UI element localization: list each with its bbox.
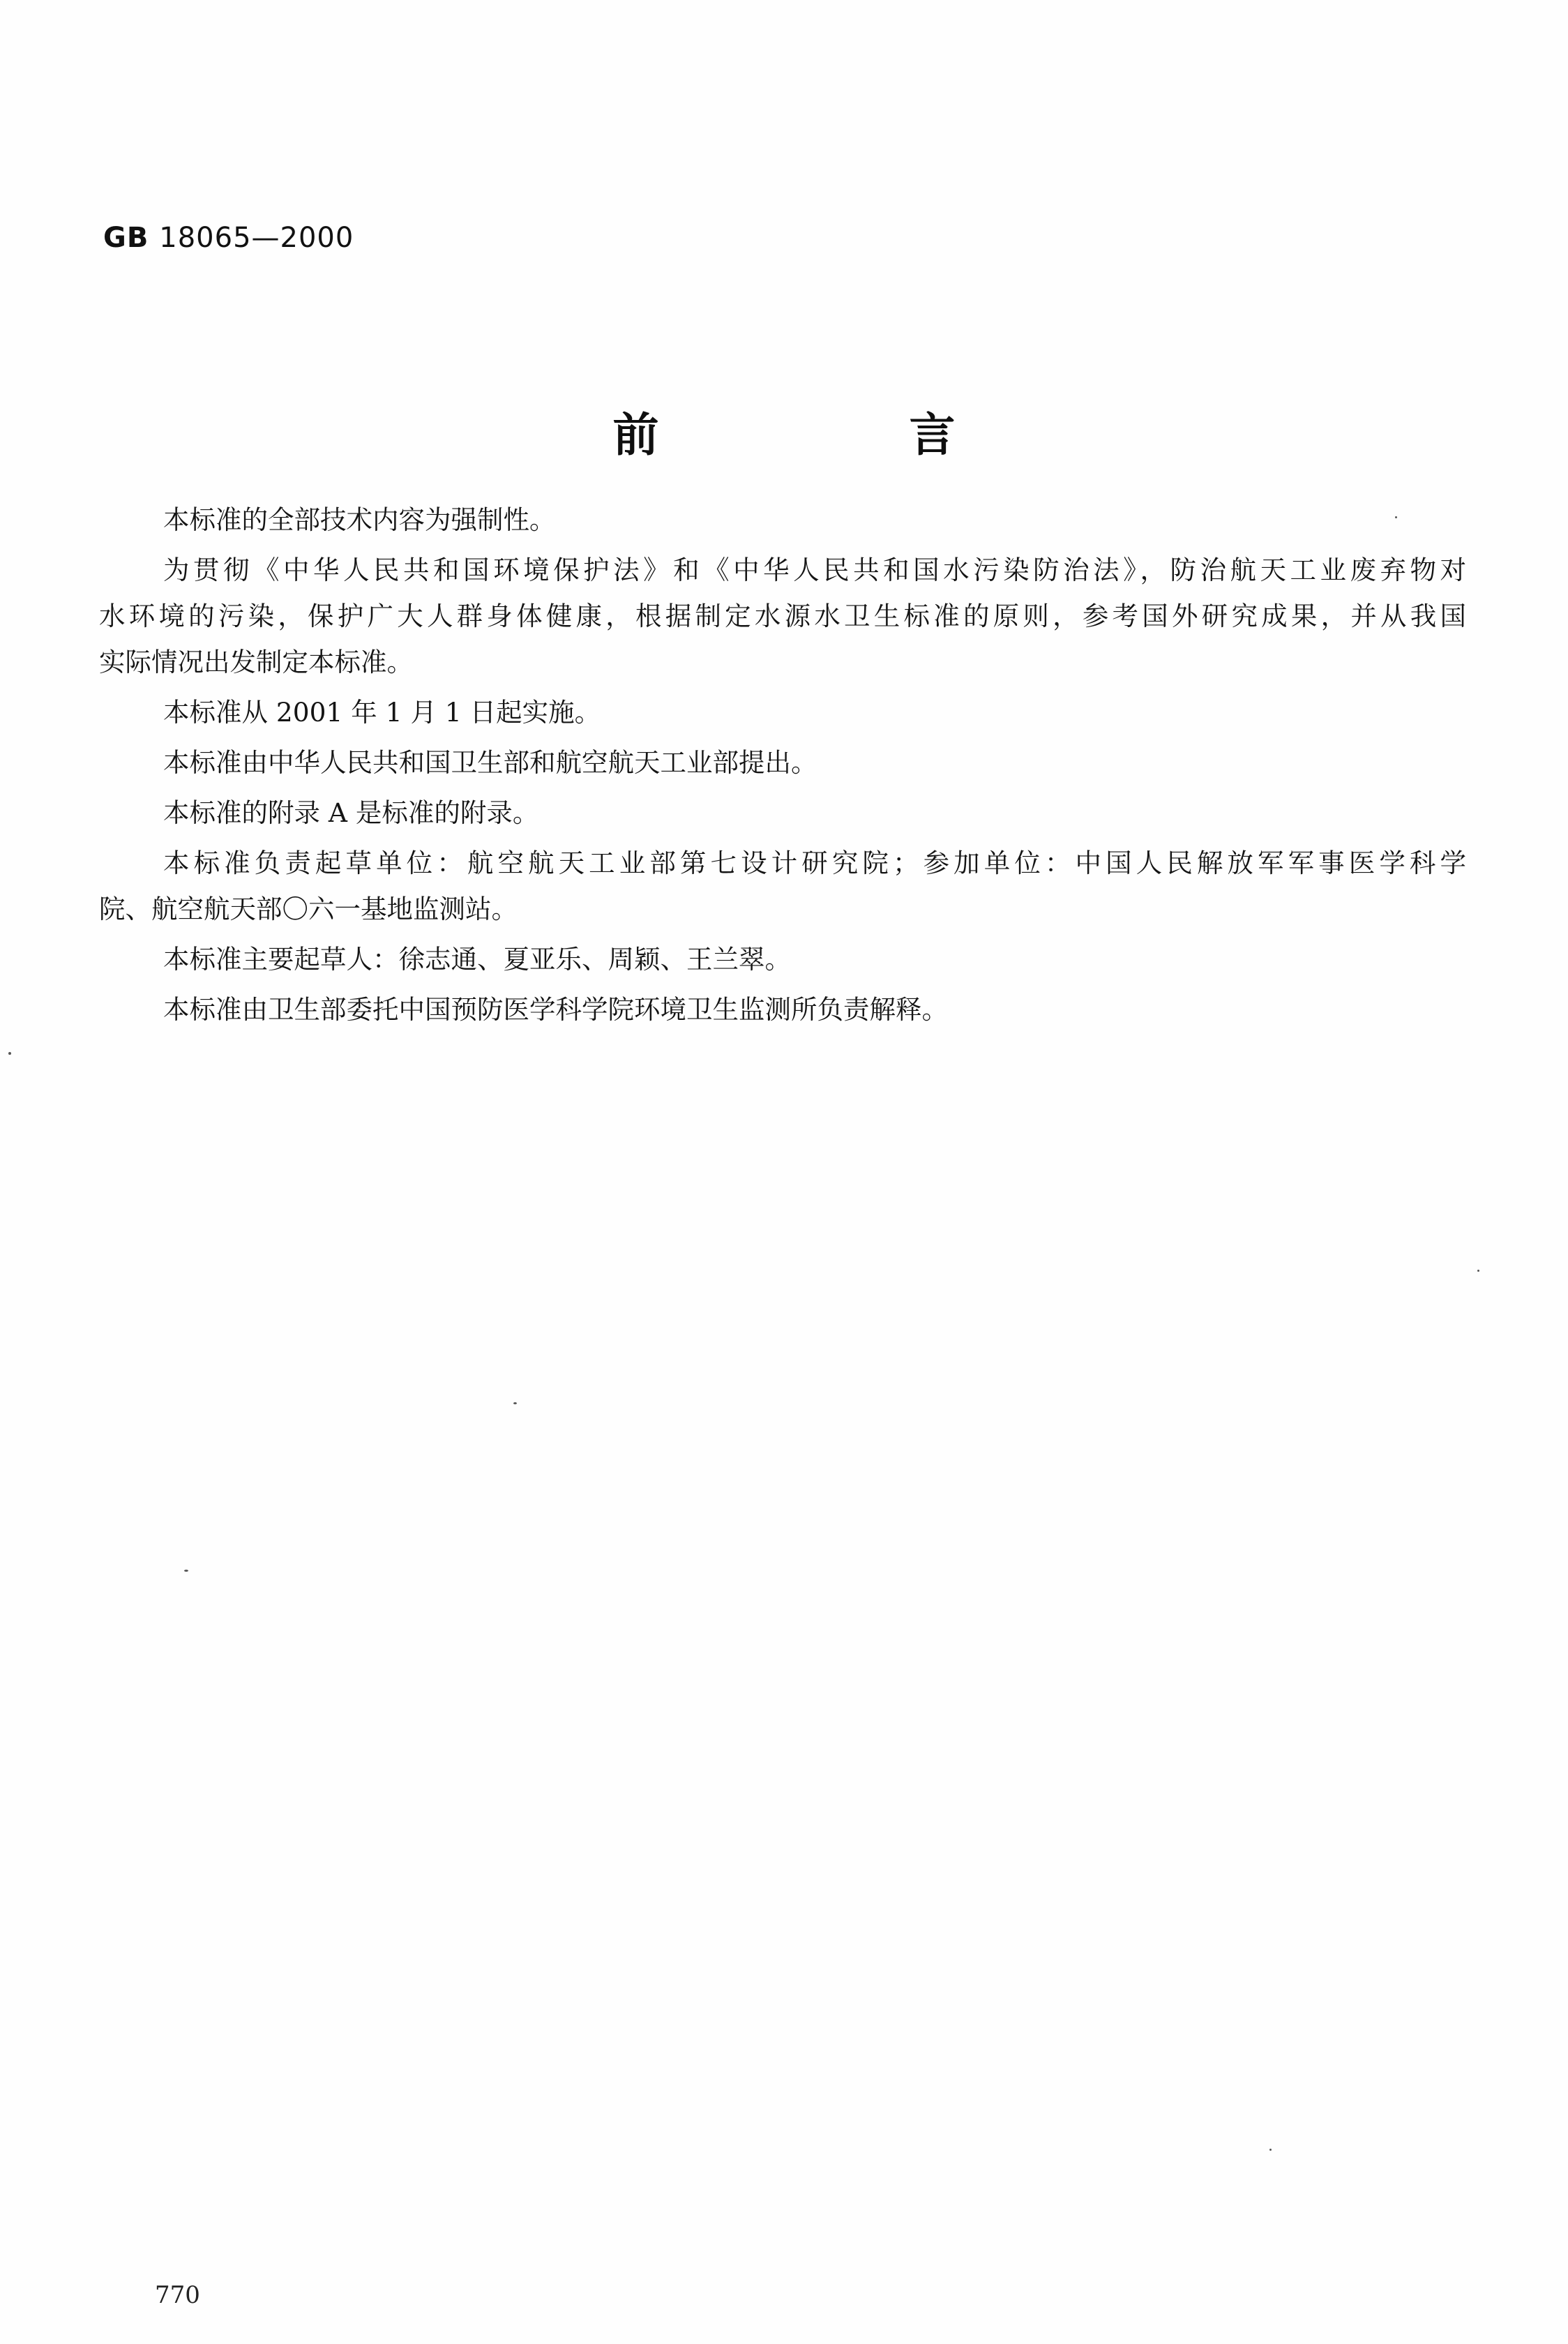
paragraph-5 [163, 790, 1466, 836]
paragraph-6-line-1: 本标准负责起草单位：航空航天工业部第七设计研究院；参加单位：中国人民解放军军事医学科学 [163, 848, 1466, 878]
foreword-body [99, 497, 1466, 1037]
scan-speck [1269, 2149, 1272, 2151]
scan-speck [1477, 1270, 1479, 1272]
paragraph-5-text: 本标准的附录 A 是标准的附录。 [163, 797, 539, 828]
paragraph-8 [163, 986, 1466, 1032]
standard-code: GB [103, 222, 149, 254]
paragraph-4 [163, 739, 1466, 786]
page-title: 前 言 [612, 408, 1073, 462]
paragraph-1 [163, 497, 1466, 543]
paragraph-2 [99, 547, 1466, 685]
paragraph-8-text: 本标准由卫生部委托中国预防医学科学院环境卫生监测所负责解释。 [163, 994, 948, 1025]
standard-number [103, 222, 354, 254]
paragraph-6 [99, 840, 1466, 932]
paragraph-3 [163, 689, 1466, 735]
paragraph-7-text: 本标准主要起草人：徐志通、夏亚乐、周颖、王兰翠。 [163, 944, 791, 975]
paragraph-1-text: 本标准的全部技术内容为强制性。 [163, 504, 556, 535]
paragraph-6-line-2: 院、航空航天部〇六一基地监测站。 [99, 894, 518, 924]
scan-speck [8, 1052, 11, 1055]
paragraph-2-line-1: 为贯彻《中华人民共和国环境保护法》和《中华人民共和国水污染防治法》，防治航天工业废弃物对 [163, 555, 1466, 585]
paragraph-4-text: 本标准由中华人民共和国卫生部和航空航天工业部提出。 [163, 747, 817, 778]
standard-number-value: 18065—2000 [159, 222, 354, 254]
page-number: 770 [155, 2281, 200, 2309]
paragraph-3-text: 本标准从 2001 年 1 月 1 日起实施。 [163, 697, 601, 728]
paragraph-7 [163, 936, 1466, 982]
scan-speck [184, 1570, 188, 1572]
paragraph-2-line-3: 实际情况出发制定本标准。 [99, 647, 413, 677]
scan-speck [513, 1402, 517, 1404]
paragraph-2-line-2: 水环境的污染，保护广大人群身体健康，根据制定水源水卫生标准的原则，参考国外研究成果，并从我国 [99, 601, 1466, 631]
scan-speck [1395, 516, 1397, 518]
